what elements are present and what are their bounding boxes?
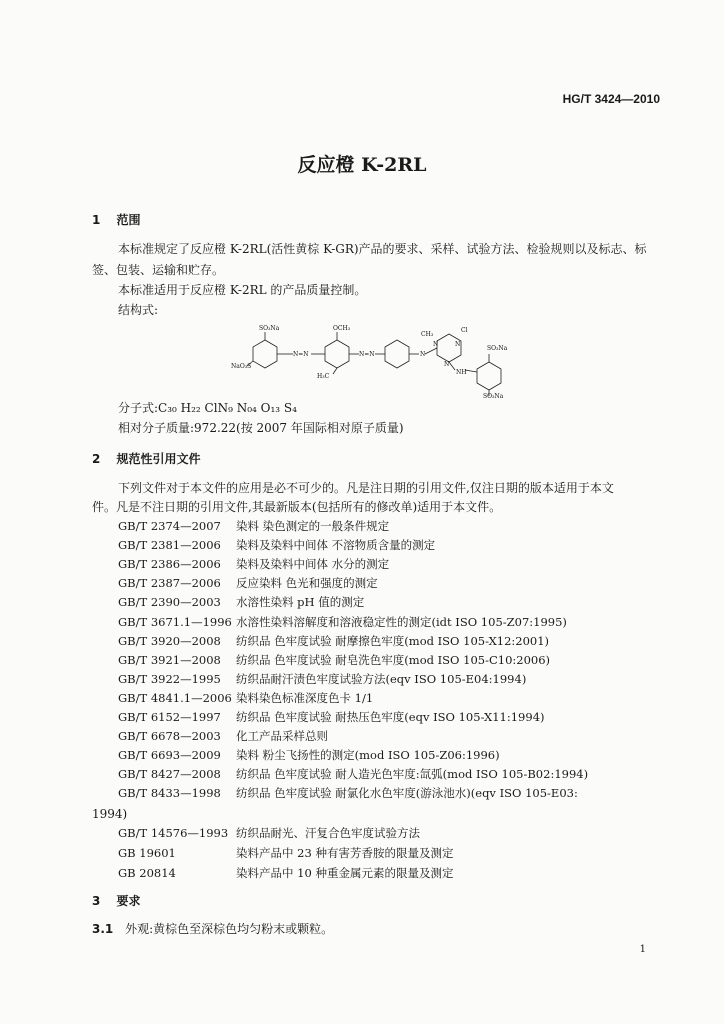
reference-title: 染料 染色测定的一般条件规定 (236, 519, 390, 533)
reference-item (118, 825, 420, 841)
reference-title: 染料及染料中间体 水分的测定 (236, 557, 390, 572)
scope-paragraph-line: 本标准规定了反应橙 K-2RL(活性黄棕 K-GR)产品的要求、采样、试验方法、检验规则以及标志、标 (118, 242, 647, 256)
benzene-ring (477, 362, 501, 390)
reference-title: 染料 粉尘飞扬性的测定(mod ISO 105-Z06:1996) (236, 748, 500, 763)
h3c-label: H₃C (317, 373, 330, 380)
cl-label: Cl (461, 327, 468, 334)
reference-item (118, 865, 453, 881)
requirement-number: 3.1 (92, 922, 114, 936)
reference-code: GB 19601 (118, 846, 176, 860)
scope-paragraph: 本标准适用于反应橙 K-2RL 的产品质量控制。 (118, 283, 367, 297)
reference-code: GB/T 14576—1993 (118, 826, 229, 840)
reference-title: 纺织品耐汗渍色牢度试验方法(eqv ISO 105-E04:1994) (236, 671, 527, 686)
normative-intro-line: 下列文件对于本文件的应用是必不可少的。凡是注日期的引用文件,仅注日期的版本适用于本文 (118, 481, 614, 495)
reference-title: 纺织品 色牢度试验 耐摩擦色牢度(mod ISO 105-X12:2001) (236, 633, 550, 648)
reference-title: 纺织品 色牢度试验 耐氯化水色牢度(游泳池水)(eqv ISO 105-E03: (236, 786, 578, 801)
section-title: 要求 (116, 894, 141, 908)
och3-label: OCH₃ (333, 325, 351, 332)
section-title: 规范性引用文件 (116, 452, 201, 466)
molecular-formula: 分子式:C₃₀ H₂₂ ClN₉ N₀₄ O₁₃ S₄ (118, 401, 297, 415)
reference-item (118, 709, 545, 725)
reference-item (118, 575, 378, 591)
reference-item (118, 556, 389, 572)
reference-title: 纺织品 色牢度试验 耐皂洗色牢度(mod ISO 105-C10:2006) (236, 652, 551, 667)
so3na-label: SO₃Na (487, 345, 508, 352)
reference-title: 染料染色标准深度色卡 1/1 (236, 690, 374, 705)
reference-title: 水溶性染料 pH 值的测定 (236, 595, 365, 610)
reference-title: 纺织品 色牢度试验 耐人造光色牢度:氙弧(mod ISO 105-B02:1994) (236, 767, 589, 782)
reference-code: GB/T 6678—2003 (118, 729, 221, 744)
reference-code: GB/T 6693—2009 (118, 748, 221, 763)
structure-label: 结构式: (118, 303, 159, 317)
reference-continuation: 1994) (92, 807, 128, 821)
reference-item (118, 652, 550, 668)
n-label: N (420, 351, 426, 358)
reference-code: GB/T 3920—2008 (118, 633, 221, 648)
so3na-label: SO₃Na (259, 325, 280, 332)
requirement-item (92, 921, 333, 938)
reference-title: 水溶性染料溶解度和溶液稳定性的测定(idt ISO 105-Z07:1995) (236, 614, 567, 629)
reference-code: GB/T 6152—1997 (118, 710, 221, 724)
reference-code: GB/T 8427—2008 (118, 767, 221, 782)
reference-item (118, 845, 453, 861)
structural-formula (225, 318, 525, 398)
reference-code: GB 20814 (118, 866, 176, 880)
reference-title: 纺织品耐光、汗复合色牢度试验方法 (236, 826, 420, 840)
nh-label: NH (456, 369, 467, 376)
reference-item (118, 728, 328, 744)
benzene-ring (385, 340, 409, 368)
reference-item (118, 766, 588, 782)
reference-code: GB/T 3922—1995 (118, 671, 221, 686)
reference-code: GB/T 8433—1998 (118, 786, 221, 801)
benzene-ring (253, 340, 277, 368)
n-label: N (455, 341, 461, 348)
section-title: 范围 (116, 213, 141, 227)
reference-code: GB/T 2374—2007 (118, 519, 221, 533)
reference-code: GB/T 3921—2008 (118, 652, 221, 667)
reference-code: GB/T 3671.1—1996 (118, 614, 232, 629)
section-3-heading (92, 892, 141, 909)
azo-label: N=N (359, 351, 375, 358)
ch3-label: CH₃ (421, 331, 434, 338)
triazine-ring (437, 334, 461, 362)
reference-item (118, 537, 435, 553)
reference-item (118, 633, 549, 649)
n-label: N (444, 361, 450, 368)
reference-code: GB/T 4841.1—2006 (118, 690, 232, 705)
reference-code: GB/T 2387—2006 (118, 576, 221, 591)
section-number: 1 (92, 213, 101, 227)
benzene-ring (325, 340, 349, 368)
section-1-heading (92, 211, 141, 228)
section-number: 2 (92, 452, 101, 466)
reference-code: GB/T 2386—2006 (118, 557, 221, 572)
reference-title: 化工产品采样总则 (236, 729, 328, 744)
reference-title: 染料产品中 23 种有害芳香胺的限量及测定 (236, 846, 454, 860)
normative-intro-line: 件。凡是不注日期的引用文件,其最新版本(包括所有的修改单)适用于本文件。 (92, 500, 502, 514)
reference-item (118, 747, 500, 763)
standard-code: HG/T 3424—2010 (562, 92, 660, 106)
reference-code: GB/T 2390—2003 (118, 595, 221, 610)
requirement-text: 外观:黄棕色至深棕色均匀粉末或颗粒。 (125, 922, 334, 936)
n-label: N (433, 341, 439, 348)
azo-label: N=N (293, 351, 309, 358)
page-number: 1 (639, 944, 646, 955)
scope-paragraph-line: 签、包装、运输和贮存。 (92, 263, 225, 277)
section-2-heading (92, 450, 201, 467)
reference-item (118, 690, 373, 706)
reference-title: 染料及染料中间体 不溶物质含量的测定 (236, 538, 436, 553)
reference-item (118, 594, 364, 610)
reference-item (118, 671, 526, 687)
reference-item (118, 518, 389, 534)
so3na-label: SO₃Na (483, 393, 504, 398)
section-number: 3 (92, 894, 101, 908)
reference-title: 反应染料 色光和强度的测定 (236, 576, 378, 591)
page-title: 反应橙 K-2RL (297, 154, 427, 176)
reference-item (118, 785, 578, 801)
reference-item (118, 614, 567, 630)
reference-title: 染料产品中 10 种重金属元素的限量及测定 (236, 866, 454, 880)
reference-title: 纺织品 色牢度试验 耐热压色牢度(eqv ISO 105-X11:1994) (236, 710, 545, 724)
molecular-mass: 相对分子质量:972.22(按 2007 年国际相对原子质量) (118, 421, 404, 435)
reference-code: GB/T 2381—2006 (118, 538, 221, 553)
nao3s-label: NaO₃S (231, 363, 252, 370)
